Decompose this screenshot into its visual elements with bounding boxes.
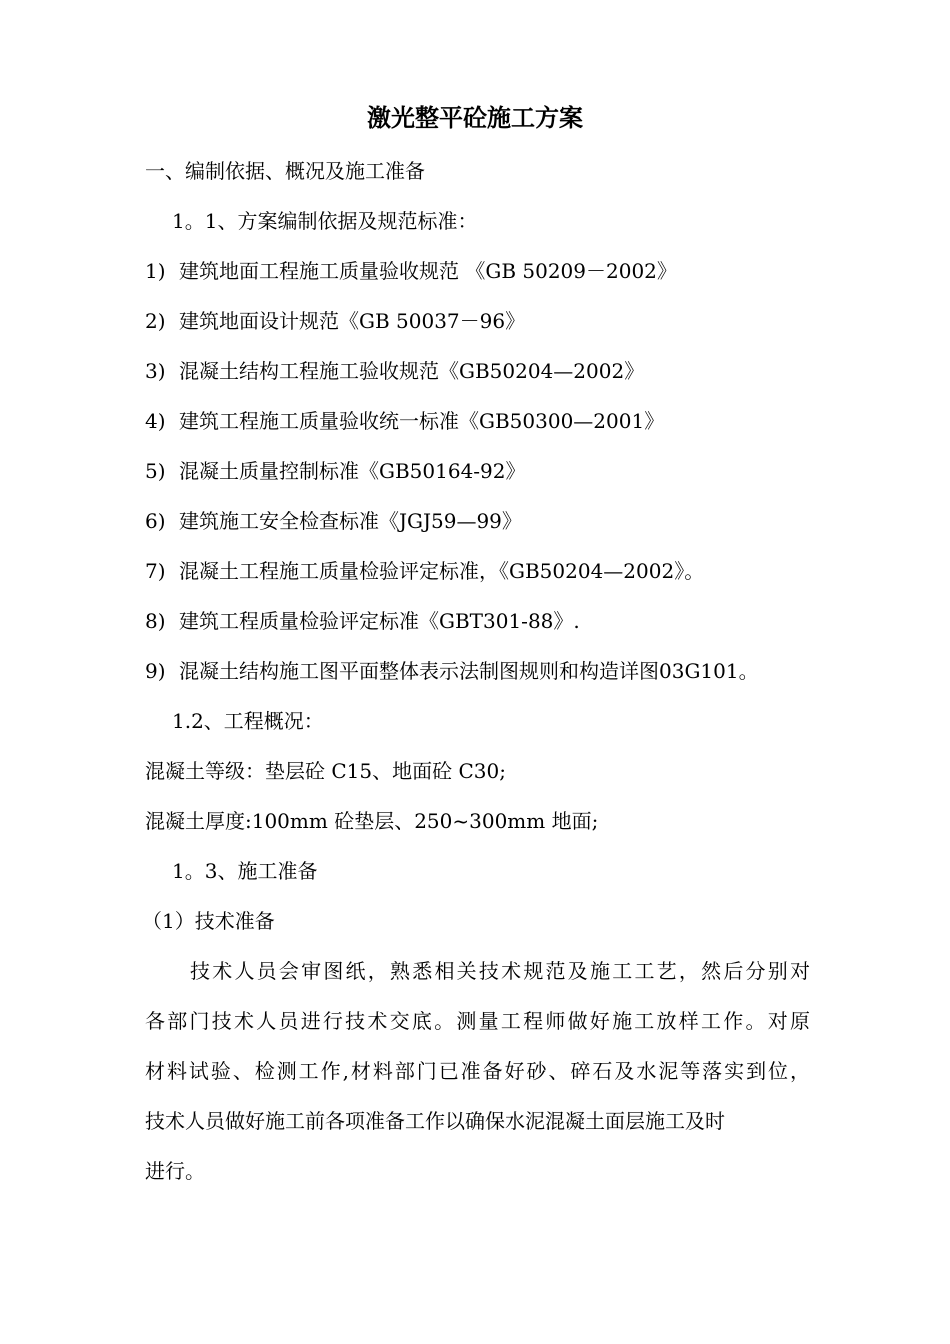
subsection-heading-references: 1。1、方案编制依据及规范标准：: [172, 209, 478, 233]
document-title: 激光整平砼施工方案: [367, 103, 583, 132]
reference-text: 混凝土结构施工图平面整体表示法制图规则和构造详图03G101。: [179, 659, 759, 683]
reference-text: 建筑工程质量检验评定标准《GBT301-88》.: [179, 609, 580, 633]
reference-item: [145, 306, 525, 336]
reference-number: 9): [145, 659, 166, 683]
reference-number: 4): [145, 409, 166, 433]
reference-number: 8): [145, 609, 166, 633]
subsection-heading-preparation: 1。3、施工准备: [172, 859, 318, 883]
reference-text: 建筑工程施工质量验收统一标准《GB50300—2001》: [179, 409, 665, 433]
subsection-heading-overview: 1.2、工程概况：: [172, 709, 324, 733]
reference-item: [145, 356, 644, 386]
reference-text: 建筑地面工程施工质量验收规范 《GB 50209－2002》: [179, 259, 677, 283]
reference-number: 3): [145, 359, 166, 383]
reference-number: 7): [145, 559, 166, 583]
reference-item: [145, 606, 580, 636]
overview-line: 混凝土等级：垫层砼 C15、地面砼 C30;: [145, 759, 506, 783]
paragraph-line: 材料试验、检测工作,材料部门已准备好砂、碎石及水泥等落实到位，: [145, 1059, 810, 1083]
reference-item: [145, 456, 526, 486]
reference-text: 混凝土结构工程施工验收规范《GB50204—2002》: [179, 359, 645, 383]
paragraph-line: 技术人员做好施工前各项准备工作以确保水泥混凝土面层施工及时: [145, 1109, 725, 1133]
reference-item: [145, 506, 522, 536]
reference-number: 2): [145, 309, 166, 333]
reference-text: 混凝土工程施工质量检验评定标准，《GB50204—2002》。: [179, 559, 705, 583]
section-heading: 一、编制依据、概况及施工准备: [145, 159, 425, 183]
reference-number: 1): [145, 259, 166, 283]
reference-text: 混凝土质量控制标准《GB50164-92》: [179, 459, 526, 483]
reference-item: [145, 656, 759, 686]
paragraph-line: 进行。: [145, 1159, 205, 1183]
reference-text: 建筑地面设计规范《GB 50037－96》: [179, 309, 526, 333]
tech-prep-heading: （1）技术准备: [142, 909, 275, 933]
reference-text: 建筑施工安全检查标准《JGJ59—99》: [179, 509, 522, 533]
overview-line: 混凝土厚度:100mm 砼垫层、250~300mm 地面;: [145, 809, 599, 833]
reference-number: 5): [145, 459, 166, 483]
paragraph-line: 技术人员会审图纸，熟悉相关技术规范及施工工艺，然后分别对: [190, 959, 810, 983]
reference-item: [145, 256, 677, 286]
reference-item: [145, 406, 664, 436]
reference-number: 6): [145, 509, 166, 533]
reference-item: [145, 556, 704, 586]
paragraph-line: 各部门技术人员进行技术交底。测量工程师做好施工放样工作。对原: [145, 1009, 810, 1033]
